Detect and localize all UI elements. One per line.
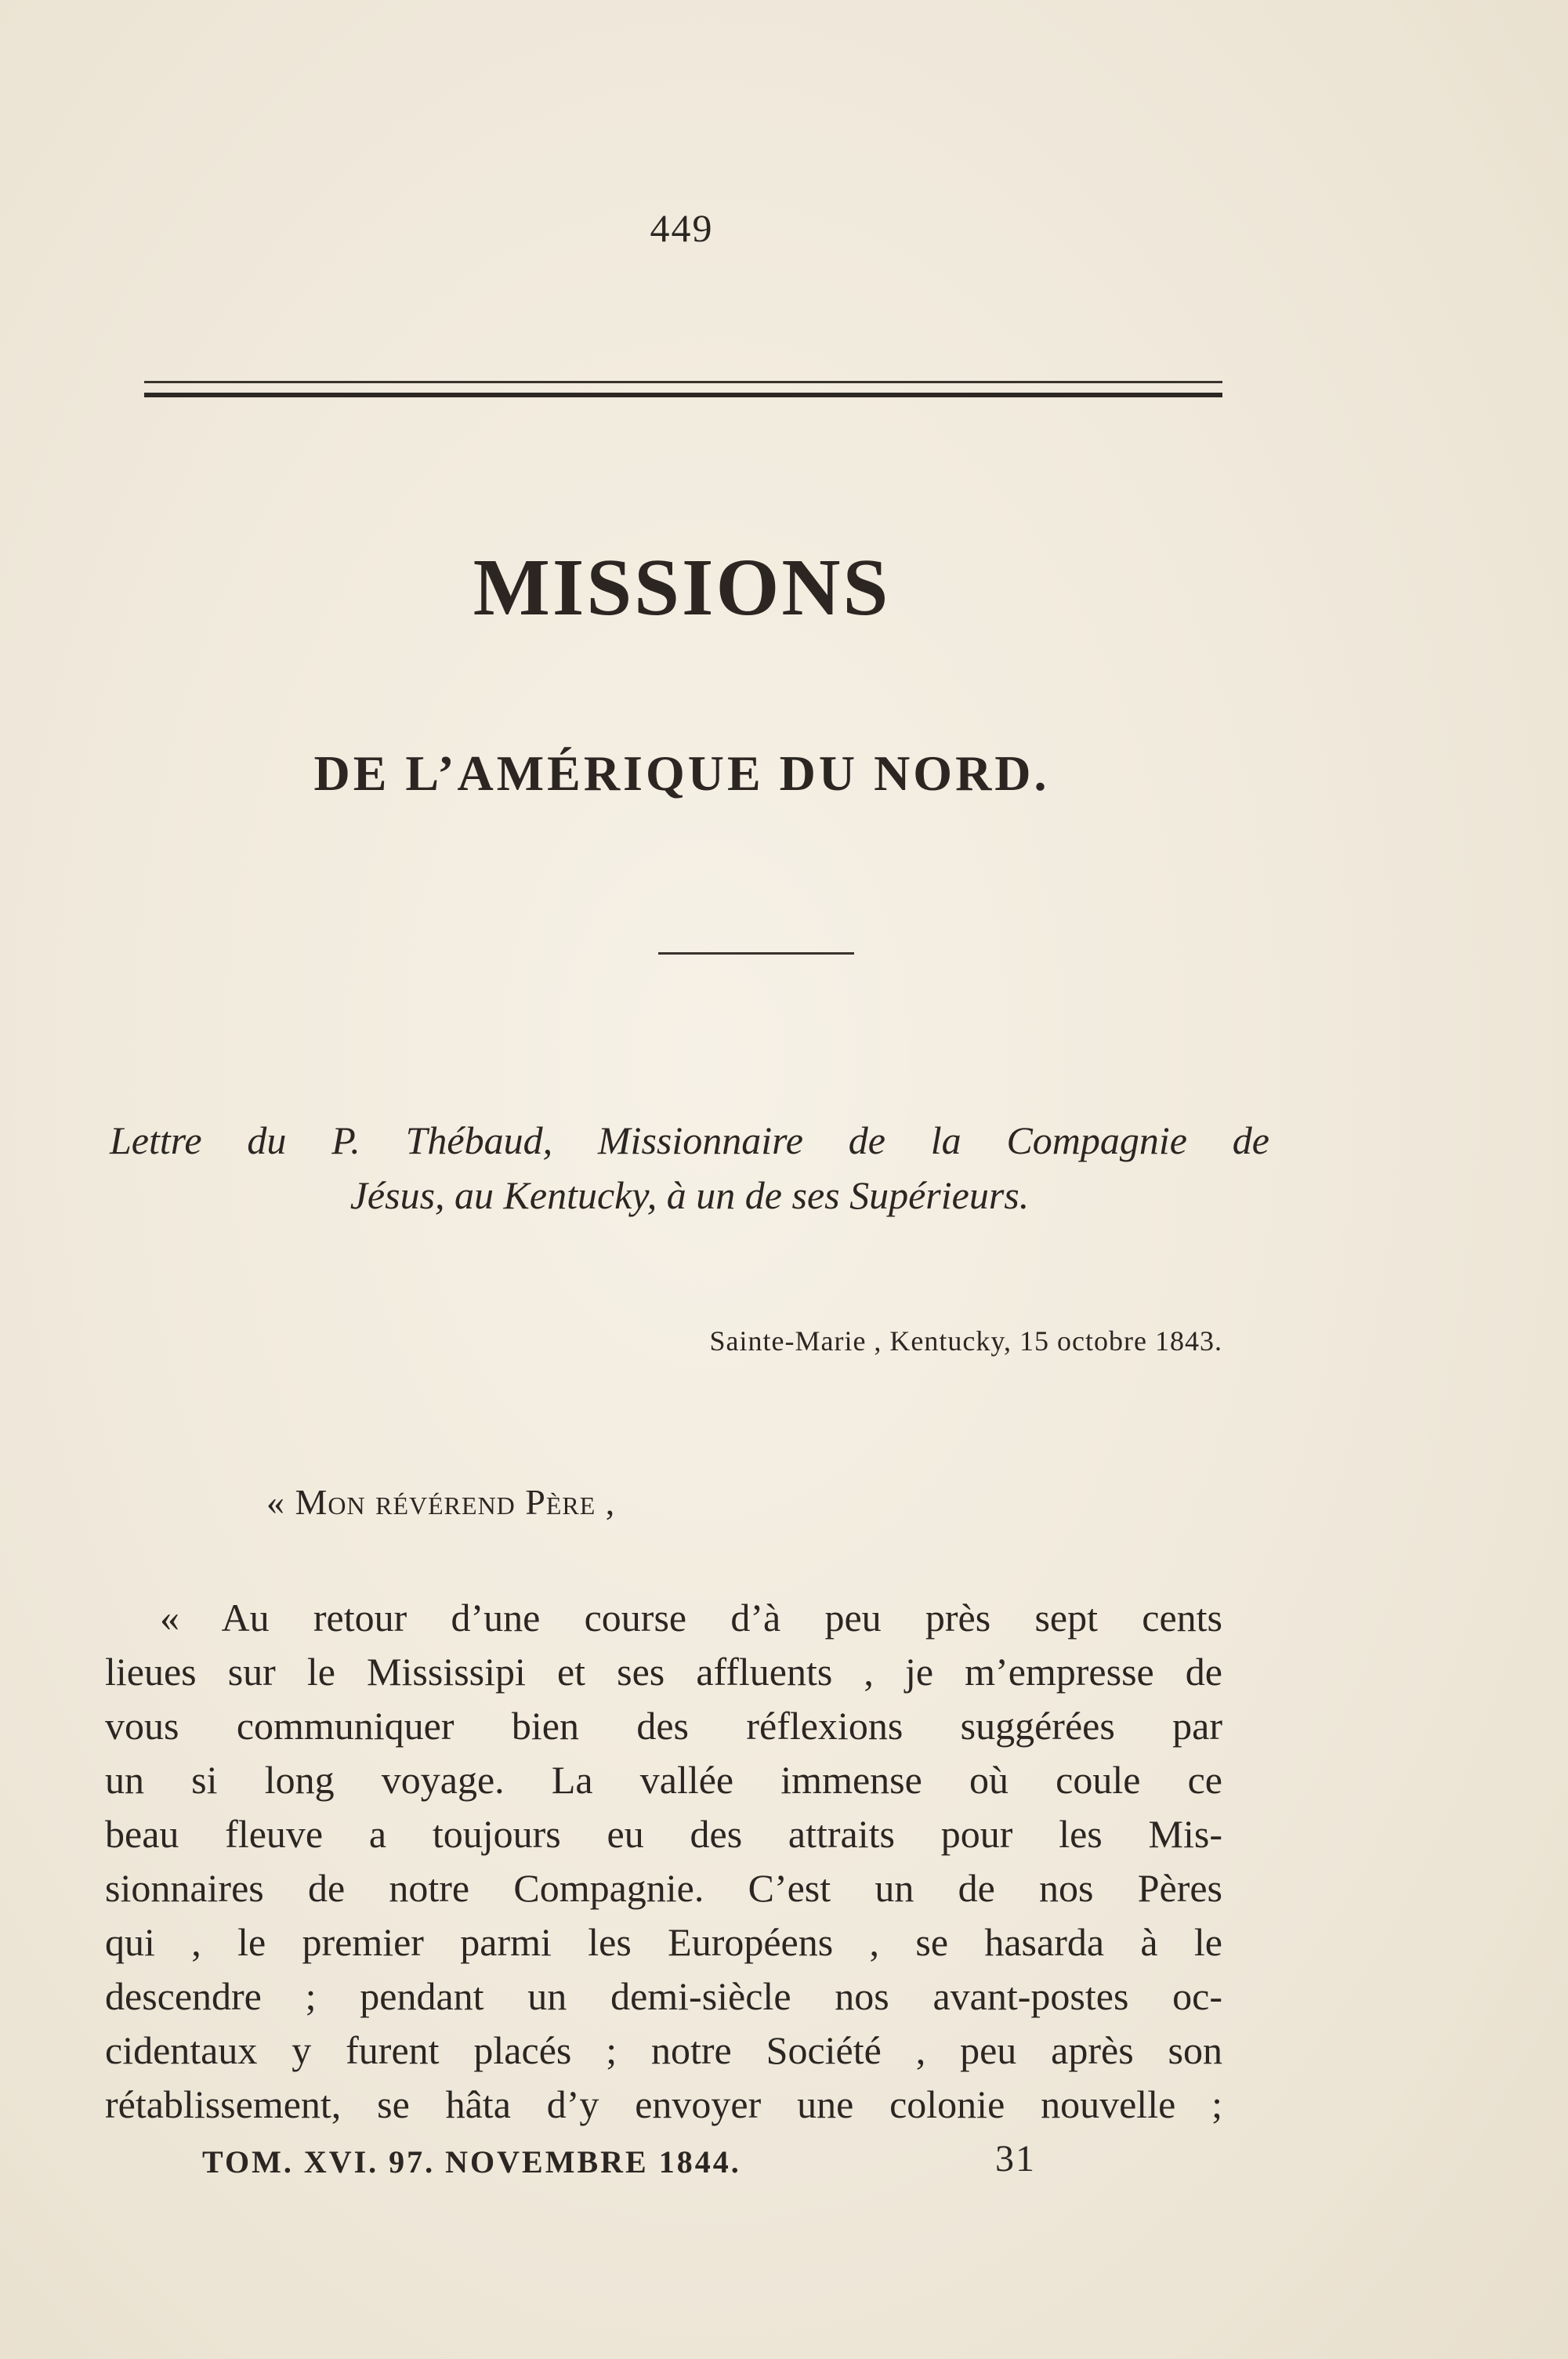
body-line: cidentaux y furent placés ; notre Société , peu après son xyxy=(105,2028,1222,2072)
letter-heading-line-2: Jésus, au Kentucky, à un de ses Supérieurs. xyxy=(349,1173,1030,1217)
letter-body xyxy=(105,1591,1222,2132)
double-rule-divider xyxy=(144,381,1222,397)
letter-heading-line-1: Lettre du P. Thébaud, Missionnaire de la Compagnie de xyxy=(110,1118,1269,1162)
letter-dateline: Sainte-Marie , Kentucky, 15 octobre 1843. xyxy=(709,1325,1222,1357)
body-line: rétablissement, se hâta d’y envoyer une colonie nouvelle ; xyxy=(105,2082,1222,2126)
short-rule-divider xyxy=(658,952,854,955)
salutation-word-2: révérend xyxy=(375,1482,516,1522)
letter-salutation xyxy=(266,1481,615,1523)
salutation-word-1: Mon xyxy=(295,1482,366,1522)
body-line: un si long voyage. La vallée immense où coule ce xyxy=(105,1758,1222,1802)
salutation-open-quote: « xyxy=(266,1482,285,1522)
body-line: vous communiquer bien des réflexions suggérées par xyxy=(105,1704,1222,1748)
body-line: lieues sur le Mississipi et ses affluents , je m’empresse de xyxy=(105,1650,1222,1694)
section-subtitle: DE L’AMÉRIQUE DU NORD. xyxy=(313,745,1050,801)
section-title: MISSIONS xyxy=(473,542,891,632)
body-line: qui , le premier parmi les Européens , se hasarda à le xyxy=(105,1920,1222,1964)
body-line: sionnaires de notre Compagnie. C’est un de nos Pères xyxy=(105,1866,1222,1910)
salutation-word-3: Père , xyxy=(525,1482,616,1522)
page-footer xyxy=(202,2138,1064,2180)
footer-signature-mark: 31 xyxy=(995,2138,1036,2180)
page-number: 449 xyxy=(650,206,714,250)
letter-heading xyxy=(110,1113,1269,1223)
footer-volume-info: TOM. XVI. 97. NOVEMBRE 1844. xyxy=(202,2144,741,2180)
body-line: beau fleuve a toujours eu des attraits pour les Mis- xyxy=(105,1812,1222,1856)
body-line: descendre ; pendant un demi-siècle nos avant-postes oc- xyxy=(105,1974,1222,2018)
body-line: « Au retour d’une course d’à peu près sept cents xyxy=(160,1596,1222,1640)
